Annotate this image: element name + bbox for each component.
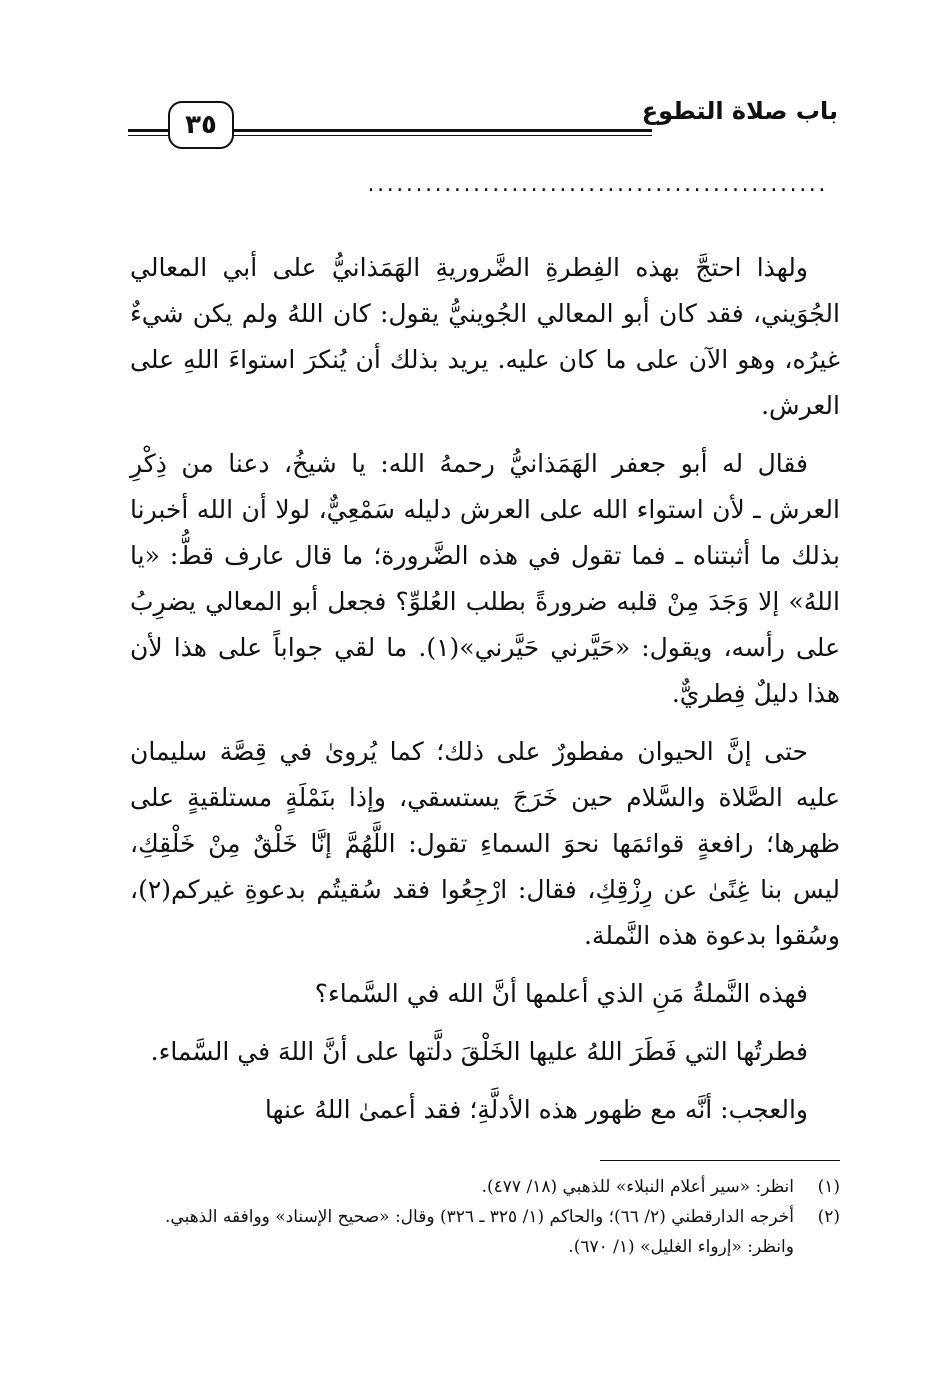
page-number: ٣٥ [168, 101, 234, 149]
header-rule-left-thin [128, 135, 168, 136]
footnotes [130, 1172, 840, 1262]
footnote [130, 1172, 840, 1202]
footnote-divider [600, 1160, 840, 1161]
paragraph: حتى إنَّ الحيوان مفطورٌ على ذلك؛ كما يُروىٰ في قِصَّة سليمان عليه الصَّلاة والسَّلام حين خَرَجَ يستسقي، وإذا بنَمْلَةٍ مستلقيةٍ على ظهرها؛ رافعةٍ قوائمَها نحوَ السماءِ تقول: اللَّهُمَّ إنَّا خَلْقٌ مِنْ خَلْقِكِ، ليس بنا غِنًىٰ عن رِزْقِكِ، فقال: ارْجِعُوا فقد سُقيتُم بدعوةِ غيركم(٢)، وسُقوا بدعوة هذه النَّملة. [130, 737, 840, 950]
footnote [130, 1202, 840, 1262]
header-rule-left [128, 129, 168, 132]
footnote-text: انظر: «سير أعلام النبلاء» للذهبي (١٨/ ٤٧٧). [481, 1177, 794, 1197]
footnote-number: (١) [817, 1177, 840, 1197]
header-rule-right-thin [232, 135, 652, 136]
header-rule-right [232, 129, 652, 132]
page-header [128, 95, 838, 155]
footnote-number: (٢) [817, 1207, 840, 1227]
chapter-title: باب صلاة التطوع [641, 97, 838, 125]
main-text [130, 245, 840, 1145]
paragraph: ولهذا احتجَّ بهذه الفِطرةِ الضَّروريةِ الهَمَذانيُّ على أبي المعالي الجُوَيني، فقد كان أبو المعالي الجُوينيُّ يقول: كان اللهُ ولم يكن شيءٌ غيرُه، وهو الآن على ما كان عليه. يريد بذلك أن يُنكرَ استواءَ اللهِ على العرش. [130, 253, 840, 420]
paragraph: فطرتُها التي فَطَرَ اللهُ عليها الخَلْقَ دلَّتها على أنَّ اللهَ في السَّماء. [150, 1037, 808, 1066]
footnote-text: أخرجه الدارقطني (٢/ ٦٦)؛ والحاكم (١/ ٣٢٥ ـ ٣٢٦) وقال: «صحيح الإسناد» ووافقه الذهبي. وانظر: «إرواء الغليل» (١/ ٦٧٠). [165, 1207, 794, 1257]
paragraph: فهذه النَّملةُ مَنِ الذي أعلمها أنَّ الله في السَّماء؟ [314, 979, 808, 1008]
paragraph: والعجب: أنَّه مع ظهور هذه الأدلَّةِ؛ فقد أعمىٰ اللهُ عنها [264, 1095, 808, 1124]
dotted-separator: ................................................ [367, 172, 828, 197]
paragraph: فقال له أبو جعفر الهَمَذانيُّ رحمهُ الله: يا شيخُ، دعنا من ذِكْرِ العرش ـ لأن استواء الله على العرش دليله سَمْعِيٌّ، لولا أن الله أخبرنا بذلك ما أثبتناه ـ فما تقول في هذه الضَّرورة؛ ما قال عارف قطُّ: «يا اللهُ» إلا وَجَدَ مِنْ قلبه ضرورةً بطلب العُلوِّ؟ فجعل أبو المعالي يضرِبُ على رأسه، ويقول: «حَيَّرني حَيَّرني»(١). ما لقي جواباً على هذا لأن هذا دليلٌ فِطريٌّ. [130, 449, 840, 708]
